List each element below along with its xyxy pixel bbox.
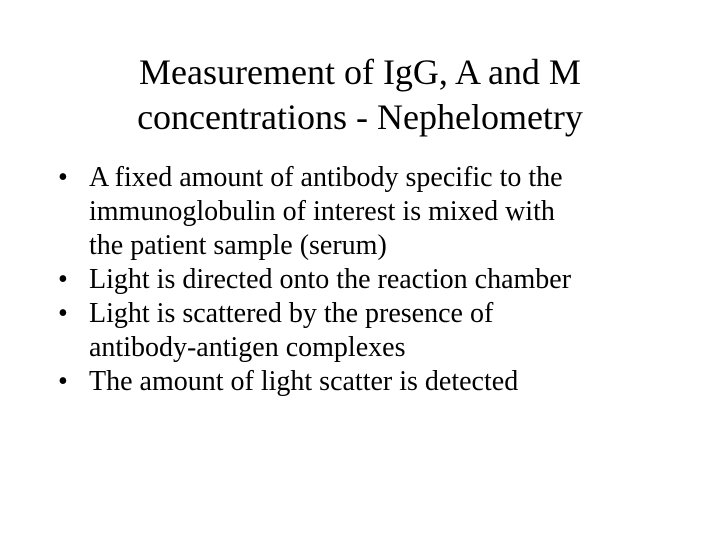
bullet-item-antibody-mixed (58, 161, 698, 263)
bullet-text-line: antibody-antigen complexes (89, 332, 406, 363)
bullet-text-line: Light is scattered by the presence of (89, 298, 494, 329)
bullet-text-line: the patient sample (serum) (89, 230, 387, 261)
bullet-item-light-directed (58, 263, 698, 297)
bullet-marker: • (58, 366, 68, 397)
bullet-marker: • (58, 298, 68, 329)
bullet-text-line: The amount of light scatter is detected (89, 366, 519, 397)
bullet-marker: • (58, 264, 68, 295)
slide-title-line-1: Measurement of IgG, A and M (139, 52, 581, 92)
bullet-text-line: immunoglobulin of interest is mixed with (89, 196, 555, 227)
bullet-text-line: A fixed amount of antibody specific to the (89, 162, 563, 193)
slide-title (80, 50, 640, 140)
bullet-list (58, 161, 698, 399)
bullet-text-line: Light is directed onto the reaction chamber (89, 264, 572, 295)
bullet-marker: • (58, 162, 68, 193)
bullet-item-light-scattered (58, 297, 698, 365)
bullet-item-scatter-detected (58, 365, 698, 399)
slide-title-line-2: concentrations - Nephelometry (137, 97, 583, 137)
